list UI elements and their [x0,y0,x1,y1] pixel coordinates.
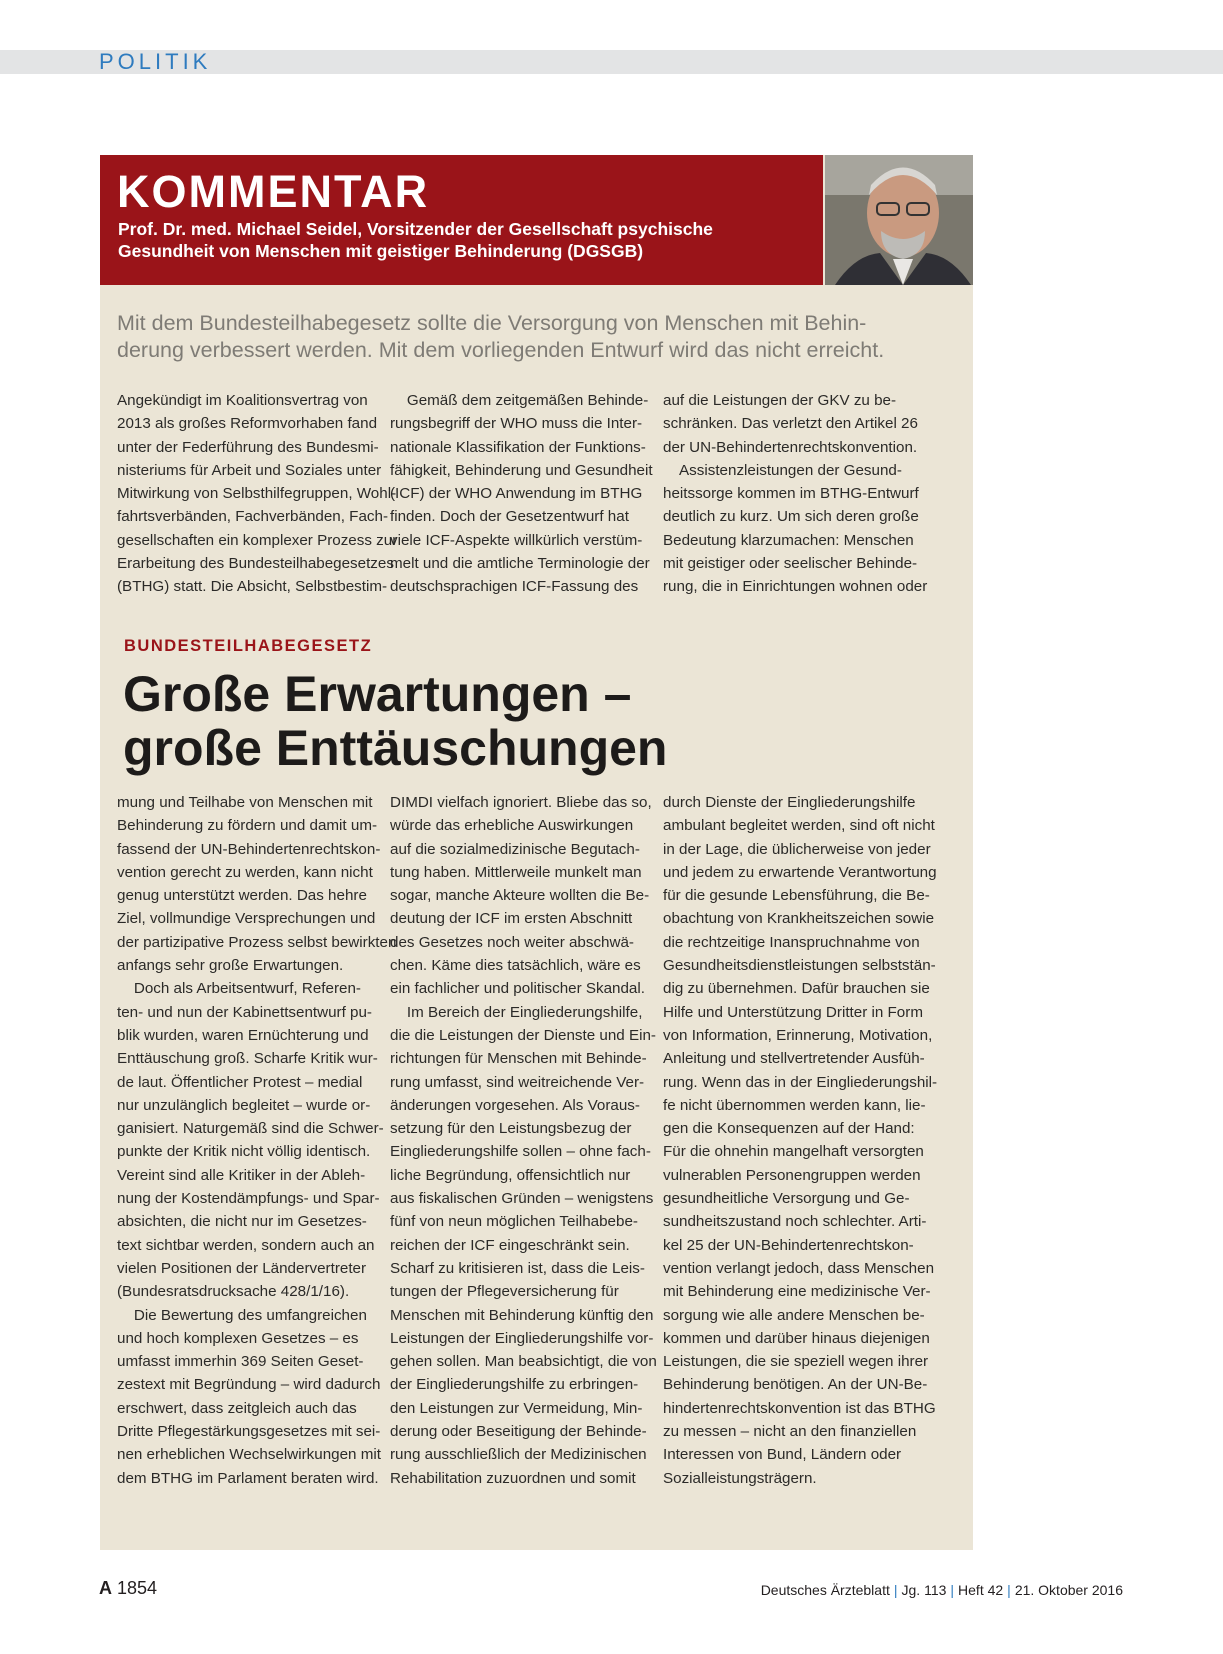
text-line: nen erheblichen Wechselwirkungen mit [117,1446,381,1464]
text-line: mit Behinderung eine medizinische Ver- [663,1283,931,1301]
text-line: Mitwirkung von Selbsthilfegruppen, Wohl- [117,485,397,503]
text-line: deutlich zu kurz. Um sich deren große [663,508,919,526]
text-line: vention verlangt jedoch, dass Menschen [663,1259,935,1277]
text-line: nisteriums für Arbeit und Soziales unter [117,461,382,479]
text-line: de laut. Öffentlicher Protest – medial [117,1073,363,1091]
text-line: mung und Teilhabe von Menschen mit [117,794,373,811]
text-line: zu messen – nicht an den finanziellen [663,1423,917,1441]
text-line: gehen sollen. Man beabsichtigt, die von [390,1353,657,1371]
text-line: deutschsprachigen ICF-Fassung des [390,578,639,596]
text-line: rung umfasst, sind weitreichende Ver- [390,1073,645,1091]
text-line: erschwert, dass zeitgleich auch das [117,1399,357,1417]
text-line: fähigkeit, Behinderung und Gesundheit [390,461,653,479]
text-line: den Leistungen zur Vermeidung, Min- [390,1399,643,1417]
text-line: Ziel, vollmundige Versprechungen und [117,910,376,928]
text-line: kel 25 der UN-Behindertenrechtskon- [663,1236,914,1254]
text-line: setzung für den Leistungsbezug der [390,1120,632,1138]
text-line: aus fiskalischen Gründen – wenigstens [390,1190,654,1208]
author-line: Prof. Dr. med. Michael Seidel, Vorsitzender der Gesellschaft psychische [118,219,713,239]
text-line: Für die ohnehin mangelhaft versorgten [663,1143,924,1161]
text-line: rung, die in Einrichtungen wohnen oder [663,578,928,596]
text-line: DIMDI vielfach ignoriert. Bliebe das so, [390,794,652,811]
text-line: rung. Wenn das in der Eingliederungshil- [663,1073,938,1091]
text-line: Scharf zu kritisieren ist, dass die Leis- [390,1259,645,1277]
text-line: Gesundheitsdienstleistungen selbststän- [663,957,936,975]
text-line: Hilfe und Unterstützung Dritter in Form [663,1003,923,1021]
author-byline [118,218,818,262]
text-line: die die Leistungen der Dienste und Ein- [390,1026,656,1044]
text-line: Leistungen, die sie speziell wegen ihrer [663,1353,929,1371]
text-line: zestext mit Begründung – wird dadurch [117,1376,381,1394]
lower-column-1 [117,791,397,1490]
author-photo [825,155,973,285]
text-line: der UN-Behindertenrechtskonvention. [663,438,918,456]
text-line: würde das erhebliche Auswirkungen [390,817,634,835]
page-prefix: A [99,1578,112,1598]
text-line: durch Dienste der Eingliederungshilfe [663,794,916,811]
text-line: Behinderung benötigen. An der UN-Be- [663,1376,928,1394]
text-line: unter der Federführung des Bundesmi- [117,438,379,456]
text-line: Interessen von Bund, Ländern oder [663,1446,902,1464]
text-line: absichten, die nicht nur im Gesetzes- [117,1213,367,1231]
text-line: rung ausschließlich der Medizinischen [390,1446,647,1464]
text-line: dig zu übernehmen. Dafür brauchen sie [663,980,930,998]
headline-line: große Enttäuschungen [123,720,668,776]
text-line: obachtung von Krankheitszeichen sowie [663,910,935,928]
text-line: sorgung wie alle andere Menschen be- [663,1306,925,1324]
text-line: änderungen vorgesehen. Als Voraus- [390,1096,640,1114]
text-line: der partizipative Prozess selbst bewirkten [117,933,397,951]
text-line: ten- und nun der Kabinettsentwurf pu- [117,1003,372,1021]
text-line: Sozialleistungsträgern. [663,1469,817,1487]
text-line: text sichtbar werden, sondern auch an [117,1236,375,1254]
text-line: liche Begründung, offensichtlich nur [390,1166,631,1184]
text-line: gesellschaften ein komplexer Prozess zur [117,531,398,549]
text-line: nung der Kostendämpfungs- und Spar- [117,1190,380,1208]
text-line: gen die Konsequenzen auf der Hand: [663,1120,915,1138]
text-line: Menschen mit Behinderung künftig den [390,1306,654,1324]
journal-name: Deutsches Ärzteblatt [760,1582,890,1598]
text-line: fahrtsverbänden, Fachverbänden, Fach- [117,508,389,526]
text-line: (Bundesratsdrucksache 428/1/16). [117,1283,350,1301]
text-line: die rechtzeitige Inanspruchnahme von [663,933,920,951]
text-line: ambulant begleitet werden, sind oft nicht [663,817,935,835]
text-line: Vereint sind alle Kritiker in der Ableh- [117,1166,366,1184]
text-line: hindertenrechtskonvention ist das BTHG [663,1399,936,1417]
author-line: Gesundheit von Menschen mit geistiger Behinderung (DGSGB) [118,241,644,261]
text-line: blik wurden, waren Ernüchterung und [117,1026,369,1044]
text-line: auf die Leistungen der GKV zu be- [663,392,897,409]
page-number [99,1578,157,1599]
text-line: Gemäß dem zeitgemäßen Behinde- [390,392,649,409]
text-line: Enttäuschung groß. Scharfe Kritik wur- [117,1050,378,1068]
journal-date: 21. Oktober 2016 [1014,1582,1123,1598]
text-line: deutung der ICF im ersten Abschnitt [390,910,633,928]
upper-column-1 [117,389,397,599]
text-line: in der Lage, die üblicherweise von jeder [663,840,931,858]
text-line: und jedem zu erwartende Verantwortung [663,863,937,881]
text-line: sogar, manche Akteure wollten die Be- [390,887,650,905]
text-line: umfasst immerhin 369 Seiten Geset- [117,1353,364,1371]
text-line: Rehabilitation zuzuordnen und somit [390,1469,636,1487]
text-line: Dritte Pflegestärkungsgesetzes mit sei- [117,1423,381,1441]
text-line: reichen der ICF eingeschränkt sein. [390,1236,630,1254]
text-line: vielen Positionen der Ländervertreter [117,1259,367,1277]
text-line: dem BTHG im Parlament beraten wird. [117,1469,379,1487]
article-headline [123,667,667,775]
text-line: für die gesunde Lebensführung, die Be- [663,887,930,905]
text-line: des Gesetzes noch weiter abschwä- [390,933,634,951]
text-line: genug unterstützt werden. Das hehre [117,887,367,905]
text-line: der Eingliederungshilfe zu erbringen- [390,1376,639,1394]
text-line: Doch als Arbeitsentwurf, Referen- [117,980,361,998]
text-line: tung haben. Mittlerweile munkelt man [390,863,642,881]
text-line: kommen und darüber hinaus diejenigen [663,1329,930,1347]
text-line: gesundheitliche Versorgung und Ge- [663,1190,910,1208]
page-number-value: 1854 [117,1578,158,1598]
text-line: sundheitszustand noch schlechter. Arti- [663,1213,927,1231]
text-line: fünf von neun möglichen Teilhabebe- [390,1213,638,1231]
text-line: anfangs sehr große Erwartungen. [117,957,344,975]
text-line: Eingliederungshilfe sollen – ohne fach- [390,1143,651,1161]
lead-line: derung verbessert werden. Mit dem vorliegenden Entwurf wird das nicht erreicht. [117,338,885,362]
upper-column-2 [390,389,670,599]
text-line: Behinderung zu fördern und damit um- [117,817,378,835]
section-label: POLITIK [99,49,212,74]
text-line: viele ICF-Aspekte willkürlich verstüm- [390,531,643,549]
text-line: (BTHG) statt. Die Absicht, Selbstbestim- [117,578,388,596]
text-line: auf die sozialmedizinische Begutach- [390,840,640,858]
text-line: fassend der UN-Behindertenrechtskon- [117,840,381,858]
journal-footer: Deutsches Ärzteblatt | Jg. 113 | Heft 42 | 21. Oktober 2016 [760,1582,1123,1598]
upper-column-3 [663,389,943,599]
text-line: mit geistiger oder seelischer Behinde- [663,555,918,573]
text-line: punkte der Kritik nicht völlig identisch. [117,1143,371,1161]
text-line: tungen der Pflegeversicherung für [390,1283,619,1301]
text-line: heitssorge kommen im BTHG-Entwurf [663,485,919,503]
text-line: richtungen für Menschen mit Behinde- [390,1050,647,1068]
lower-column-3 [663,791,943,1490]
text-line: derung oder Beseitigung der Behinde- [390,1423,647,1441]
text-line: Erarbeitung des Bundesteilhabegesetzes [117,555,394,573]
text-line: rungsbegriff der WHO muss die Inter- [390,415,643,433]
text-line: Angekündigt im Koalitionsvertrag von [117,392,368,409]
text-line: Assistenzleistungen der Gesund- [663,461,902,479]
text-line: finden. Doch der Gesetzentwurf hat [390,508,629,526]
text-line: (ICF) der WHO Anwendung im BTHG [390,485,643,503]
text-line: Im Bereich der Eingliederungshilfe, [390,1003,643,1021]
commentary-label: KOMMENTAR [117,166,430,217]
text-line: Die Bewertung des umfangreichen [117,1306,367,1324]
text-line: nationale Klassifikation der Funktions- [390,438,646,456]
article-kicker: BUNDESTEILHABEGESETZ [124,637,373,655]
journal-volume: Jg. 113 [901,1582,947,1598]
text-line: 2013 als großes Reformvorhaben fand [117,415,378,433]
text-line: Bedeutung klarzumachen: Menschen [663,531,914,549]
journal-issue: Heft 42 [958,1582,1004,1598]
text-line: ganisiert. Naturgemäß sind die Schwer- [117,1120,384,1138]
lower-column-2 [390,791,670,1490]
text-line: melt und die amtliche Terminologie der [390,555,650,573]
text-line: Anleitung und stellvertretender Ausfüh- [663,1050,925,1068]
text-line: ein fachlicher und politischer Skandal. [390,980,645,998]
text-line: von Information, Erinnerung, Motivation, [663,1026,933,1044]
text-line: fe nicht übernommen werden kann, lie- [663,1096,926,1114]
text-line: vulnerablen Personengruppen werden [663,1166,921,1184]
headline-line: Große Erwartungen – [123,666,632,722]
text-line: und hoch komplexen Gesetzes – es [117,1329,359,1347]
text-line: vention gerecht zu werden, kann nicht [117,863,373,881]
commentary-lead [117,310,977,364]
lead-line: Mit dem Bundesteilhabegesetz sollte die Versorgung von Menschen mit Behin- [117,311,867,335]
text-line: Leistungen der Eingliederungshilfe vor- [390,1329,654,1347]
text-line: chen. Käme dies tatsächlich, wäre es [390,957,641,975]
text-line: schränken. Das verletzt den Artikel 26 [663,415,918,433]
text-line: nur unzulänglich begleitet – wurde or- [117,1096,371,1114]
